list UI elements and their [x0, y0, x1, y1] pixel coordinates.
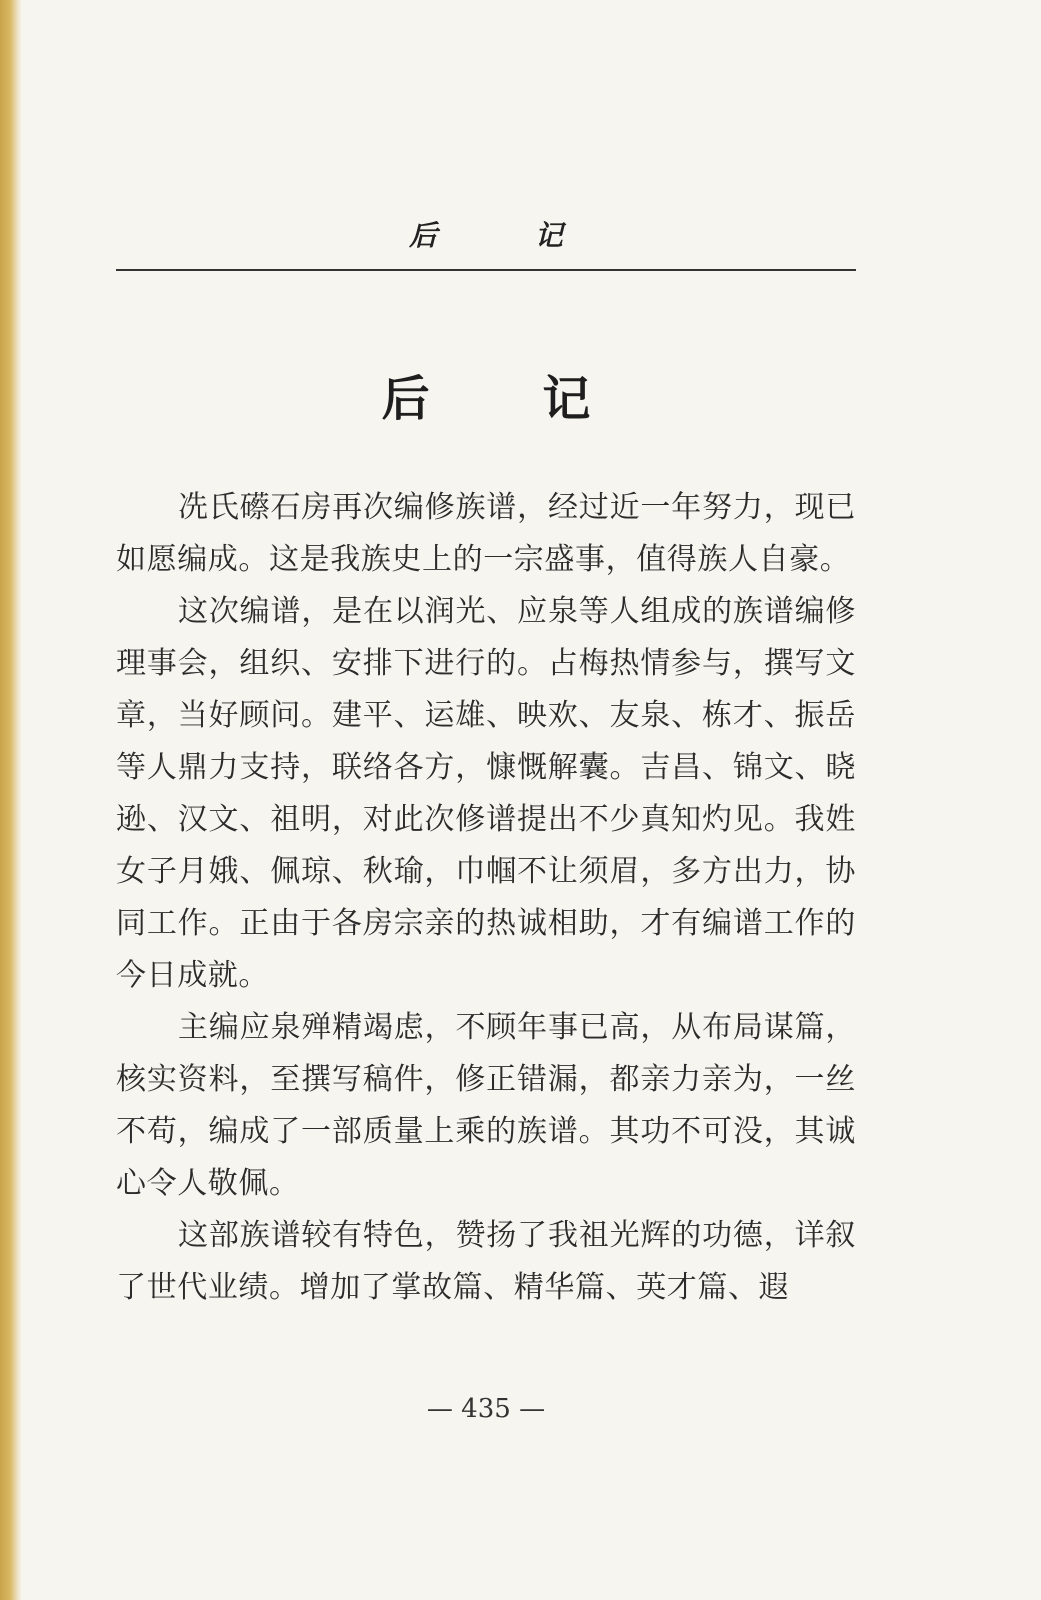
chapter-title: 后 记 [381, 371, 639, 427]
book-page [116, 0, 856, 1600]
paragraph-1: 冼氏礤石房再次编修族谱，经过近一年努力，现已如愿编成。这是我族史上的一宗盛事，值得族人自豪。 [116, 490, 856, 577]
paragraph-4: 这部族谱较有特色，赞扬了我祖光辉的功德，详叙了世代业绩。增加了掌故篇、精华篇、英才篇、遐 [116, 1218, 856, 1305]
body-text [116, 482, 856, 1314]
page-number: — 435 — [426, 1394, 546, 1424]
scan-edge [0, 0, 22, 1600]
paragraph-3: 主编应泉殚精竭虑，不顾年事已高，从布局谋篇，核实资料，至撰写稿件，修正错漏，都亲力亲为，一丝不苟，编成了一部质量上乘的族谱。其功不可没，其诚心令人敬佩。 [116, 1010, 856, 1201]
header-rule [116, 269, 856, 271]
running-head: 后 记 [409, 219, 607, 252]
paragraph-2: 这次编谱，是在以润光、应泉等人组成的族谱编修理事会，组织、安排下进行的。占梅热情参与，撰写文章，当好顾问。建平、运雄、映欢、友泉、栋才、振岳等人鼎力支持，联络各方，慷慨解囊。吉昌、锦文、晓逊、汉文、祖明，对此次修谱提出不少真知灼见。我姓女子月娥、佩琼、秋瑜，巾帼不让须眉，多方出力，协同工作。正由于各房宗亲的热诚相助，才有编谱工作的今日成就。 [116, 594, 856, 993]
